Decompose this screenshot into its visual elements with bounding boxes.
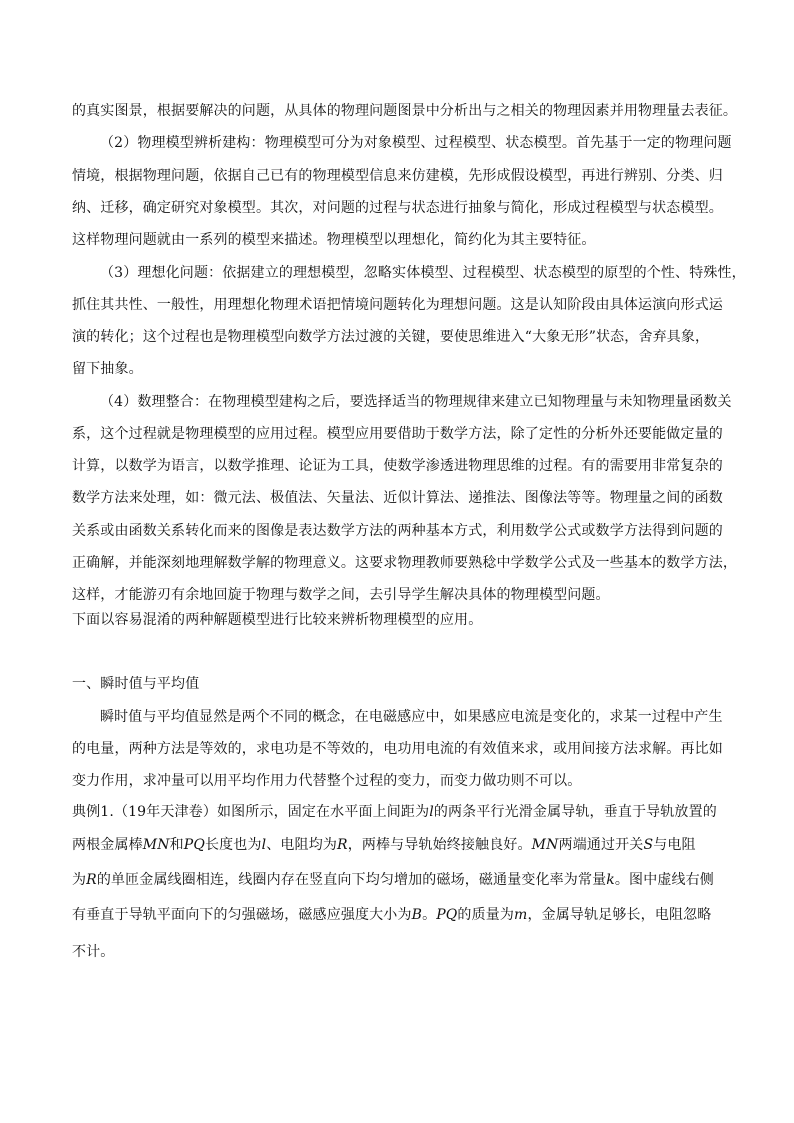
paragraph-line: 纳、迁移，确定研究对象模型。其次，对问题的过程与状态进行抽象与简化，形成过程模型与状态模型。: [72, 200, 723, 216]
math-variable: l: [261, 837, 267, 853]
math-variable: PQ: [183, 837, 205, 853]
math-variable: S: [643, 837, 654, 853]
example-line: 不计。: [72, 944, 115, 960]
example-line: [72, 872, 722, 888]
example-text: 、电阻均为: [266, 837, 337, 853]
math-variable: B: [411, 907, 423, 923]
example-text: 两根金属棒: [72, 837, 143, 853]
paragraph-line: 留下抽象。: [72, 361, 143, 377]
paragraph-line: （3）理想化问题：依据建立的理想模型，忽略实体模型、过程模型、状态模型的原型的个性、特殊性，: [100, 265, 746, 281]
paragraph-line: 数学方法来处理，如：微元法、极值法、矢量法、近似计算法、递推法、图像法等等。物理量之间的函数: [72, 490, 723, 506]
example-text: 。图中虚线右侧: [614, 872, 714, 888]
paragraph-line: （4）数理整合：在物理模型建构之后，要选择适当的物理规律来建立已知物理量与未知物理量函数关: [100, 394, 732, 410]
math-variable: l: [429, 804, 434, 820]
example-text: 的质量为: [457, 907, 515, 923]
paragraph-line: 这样物理问题就由一系列的模型来描述。物理模型以理想化，简约化为其主要特征。: [72, 232, 596, 248]
math-variable: R: [337, 837, 348, 853]
paragraph-line: 的电量，两种方法是等效的，求电功是不等效的，电功用电流的有效值来求，或用间接方法求解。再比如: [72, 741, 723, 757]
paragraph-line: 系，这个过程就是物理模型的应用过程。模型应用要借助于数学方法，除了定性的分析外还要能做定量的: [72, 426, 723, 442]
example-text: 和: [169, 837, 184, 853]
example-text: 典例1.（19年天津卷）如图所示，固定在水平面上间距为: [72, 804, 430, 820]
math-variable: MN: [142, 837, 170, 853]
paragraph-line: 正确解，并能深刻地理解数学解的物理意义。这要求物理教师要熟稔中学数学公式及一些基本的数学方法，: [72, 555, 738, 571]
example-text: ，两棒与导轨始终接触良好。: [347, 837, 532, 853]
math-variable: MN: [531, 837, 559, 853]
example-text: 的两条平行光滑金属导轨，垂直于导轨放置的: [433, 804, 717, 820]
math-variable: m: [514, 907, 528, 923]
example-text: 。: [422, 907, 437, 923]
paragraph-line: 瞬时值与平均值显然是两个不同的概念，在电磁感应中，如果感应电流是变化的，求某一过程中产生: [100, 709, 723, 725]
paragraph-line: 计算，以数学为语言，以数学推理、论证为工具，使数学渗透进物理思维的过程。有的需要用非常复杂的: [72, 458, 723, 474]
example-text: 长度也为: [205, 837, 262, 853]
paragraph-line: 演的转化；这个过程也是物理模型向数学方法过渡的关键，要使思维进入“大象无形”状态，舍弃具象，: [72, 329, 710, 345]
example-text: 有垂直于导轨平面向下的匀强磁场，磁感应强度大小为: [72, 907, 412, 923]
example-line: [72, 837, 722, 853]
paragraph-line: 变力作用，求冲量可以用平均作用力代替整个过程的变力，而变力做功则不可以。: [72, 773, 582, 789]
paragraph-line: 的真实图景，根据要解决的问题，从具体的物理问题图景中分析出与之相关的物理因素并用物理量去表征。: [72, 103, 738, 119]
paragraph-line: 下面以容易混淆的两种解题模型进行比较来辨析物理模型的应用。: [72, 612, 483, 628]
math-variable: R: [86, 872, 97, 888]
paragraph-line: 这样，才能游刃有余地回旋于物理与数学之间，去引导学生解决具体的物理模型问题。: [72, 587, 610, 603]
example-line: [72, 907, 722, 923]
example-text: 的单匝金属线圈相连，线圈内存在竖直向下均匀增加的磁场，磁通量变化率为常量: [96, 872, 607, 888]
math-variable: k: [606, 872, 615, 888]
paragraph-line: 关系或由函数关系转化而来的图像是表达数学方法的两种基本方式，利用数学公式或数学方法得到问题的: [72, 523, 723, 539]
example-line: [72, 804, 722, 820]
example-text: 与电阻: [653, 837, 696, 853]
math-variable: PQ: [436, 907, 458, 923]
example-text: 为: [72, 872, 87, 888]
example-text: ，金属导轨足够长，电阻忽略: [527, 907, 712, 923]
paragraph-line: 抓住其共性、一般性，用理想化物理术语把情境问题转化为理想问题。这是认知阶段由具体运演向形式运: [72, 297, 723, 313]
paragraph-line: （2）物理模型辨析建构：物理模型可分为对象模型、过程模型、状态模型。首先基于一定的物理问题: [100, 135, 732, 151]
paragraph-line: 情境，根据物理问题，依据自己已有的物理模型信息来仿建模，先形成假设模型，再进行辨别、分类、归: [72, 168, 723, 184]
example-text: 两端通过开关: [558, 837, 644, 853]
section-heading: 一、瞬时值与平均值: [72, 676, 200, 692]
